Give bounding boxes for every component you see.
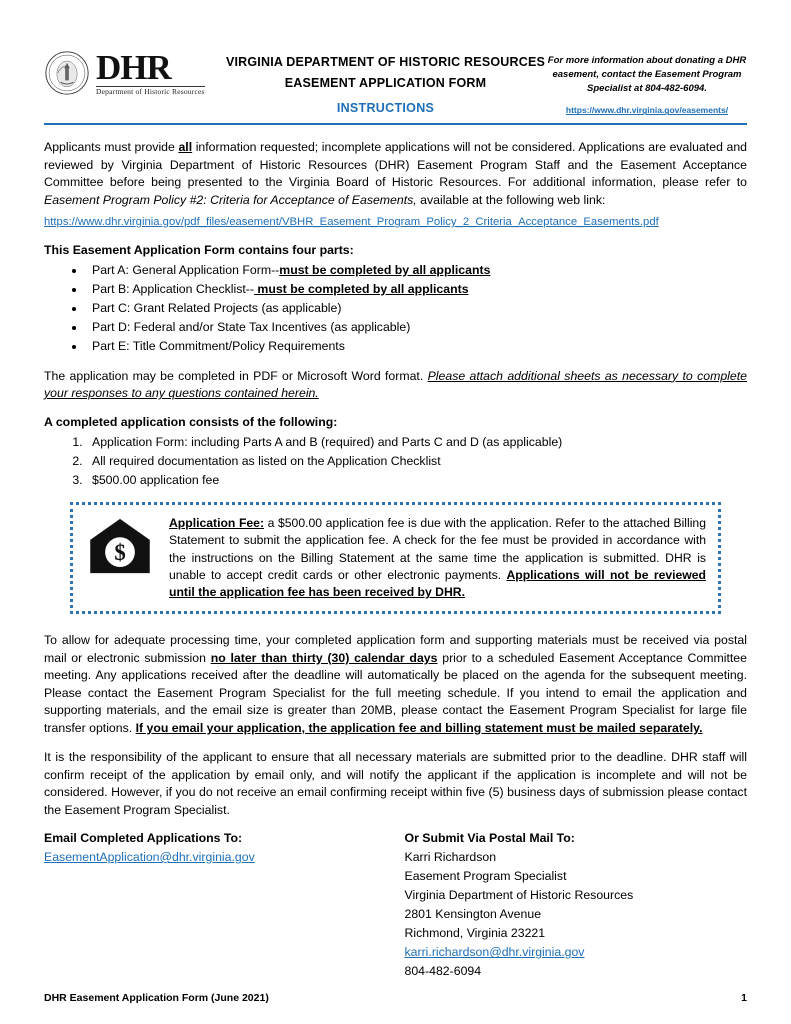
- postal-role: Easement Program Specialist: [404, 869, 567, 884]
- email-contact-column: [44, 831, 387, 981]
- header-contact-note: [547, 40, 747, 115]
- document-title-block: [224, 40, 547, 115]
- email-application-link[interactable]: EasementApplication@dhr.virginia.gov: [44, 850, 255, 865]
- deadline-text-b: prior to a scheduled Easement Acceptance Committee meeting. Any applications received after the deadline will automatically be placed on the agenda for the subsequent meeting. Please contact the Easement Program Specialist for the full meeting schedule. If you intend to email the application and supporting materials, and the email size is greater than 20MB, please contact the Easement Program Specialist for large file transfer options.: [44, 650, 747, 735]
- part-d-text: Part D: Federal and/or State Tax Incentives (as applicable): [92, 319, 411, 334]
- deadline-emphasis-1: no later than thirty (30) calendar days: [210, 650, 438, 665]
- completed-list: [44, 433, 747, 490]
- document-title-line2: EASEMENT APPLICATION FORM: [284, 76, 487, 91]
- application-fee-callout: [70, 502, 721, 615]
- completed-heading: A completed application consists of the following:: [44, 414, 338, 429]
- deadline-text-a: To allow for adequate processing time, your completed application form and supporting materials must be received via postal mail or electronic submission: [44, 633, 747, 665]
- list-item: [86, 299, 747, 318]
- postal-contact-title: Or Submit Via Postal Mail To:: [404, 831, 575, 846]
- part-e-text: Part E: Title Commitment/Policy Requirements: [92, 338, 345, 353]
- email-contact-address-wrap: [44, 848, 387, 867]
- parts-heading: This Easement Application Form contains four parts:: [44, 242, 354, 257]
- header-note-text: For more information about donating a DHR easement, contact the Easement Program Specialist at 804-482-6094.: [547, 55, 747, 94]
- email-contact-title: Email Completed Applications To:: [44, 831, 243, 846]
- deadline-paragraph: [44, 632, 747, 737]
- format-emphasis: Please attach additional sheets as necessary to complete your responses to any questions contained herein.: [44, 368, 747, 401]
- dhr-wordmark: [96, 50, 205, 96]
- header-divider: [44, 123, 747, 125]
- dhr-logo-subtext: Department of Historic Resources: [96, 87, 205, 97]
- footer-form-title: DHR Easement Application Form (June 2021): [44, 992, 269, 1004]
- part-a-text: Part A: General Application Form--: [92, 262, 280, 277]
- part-c-text: Part C: Grant Related Projects (as applicable): [92, 300, 342, 315]
- header-easements-link[interactable]: https://www.dhr.virginia.gov/easements/: [565, 105, 729, 116]
- postal-name: Karri Richardson: [404, 850, 497, 865]
- postal-agency: Virginia Department of Historic Resources: [404, 888, 634, 903]
- list-item: [86, 318, 747, 337]
- deadline-emphasis-2: If you email your application, the application fee and billing statement must be mailed separately.: [135, 720, 703, 735]
- money-house-icon: [85, 515, 155, 577]
- fee-body: a $500.00 application fee is due with the application. Refer to the attached Billing Statement to submit the application fee. A check for the fee must be provided in accordance with the instructions on the Billing Statement at the same time the application is submitted. DHR is unable to accept credit cards or other electronic payments.: [169, 515, 706, 582]
- document-title-instructions: INSTRUCTIONS: [336, 100, 435, 115]
- dhr-logo-text: DHR: [96, 48, 171, 88]
- state-seal-icon: [44, 50, 90, 96]
- dhr-logo: [44, 40, 224, 96]
- intro-policy-title: Easement Program Policy #2: Criteria for Acceptance of Easements,: [44, 192, 417, 207]
- list-item: [86, 261, 747, 280]
- part-b-emphasis: must be completed by all applicants: [253, 281, 469, 296]
- fee-callout-text: [169, 515, 706, 602]
- contact-section: [44, 831, 747, 981]
- intro-text-b: information requested; incomplete applications will not be considered. Applications are evaluated and reviewed by Virginia Department of Historic Resources (DHR) Easement Program Staff and the Easement Acceptance Committee before being presented to the Virginia Board of Historic Resources. For additional information, please refer to: [44, 140, 747, 190]
- format-paragraph: [44, 368, 747, 403]
- postal-email-wrap: [405, 943, 748, 962]
- specialist-email-link[interactable]: karri.richardson@dhr.virginia.gov: [404, 945, 585, 960]
- document-title-line1: VIRGINIA DEPARTMENT OF HISTORIC RESOURCES: [225, 55, 546, 69]
- postal-contact-column: [387, 831, 748, 981]
- parts-list: [44, 261, 747, 356]
- part-b-text: Part B: Application Checklist--: [92, 281, 254, 296]
- list-item: 3. $500.00 application fee: [86, 471, 747, 490]
- responsibility-paragraph: It is the responsibility of the applicant to ensure that all necessary materials are submitted prior to the deadline. DHR staff will confirm receipt of the application by email only, and will notify the applicant if the application is incomplete and will not be considered. However, if you do not receive an email confirming receipt within five (5) business days of submission please contact the Easement Program Specialist.: [44, 750, 747, 817]
- intro-emphasis-all: all: [178, 140, 193, 155]
- list-item: 2. All required documentation as listed on the Application Checklist: [86, 452, 747, 471]
- intro-text-a: Applicants must provide: [44, 140, 179, 155]
- document-header: [44, 40, 747, 121]
- footer-page-number: 1: [741, 992, 747, 1004]
- list-item: 1. Application Form: including Parts A and B (required) and Parts C and D (as applicable): [86, 433, 747, 452]
- postal-phone: 804-482-6094: [404, 964, 482, 979]
- fee-label: Application Fee:: [169, 515, 265, 530]
- fee-emphasis: Applications will not be reviewed until the application fee has been received by DHR.: [169, 567, 706, 600]
- postal-street: 2801 Kensington Avenue: [404, 907, 542, 922]
- list-item: [86, 280, 747, 299]
- intro-paragraph: [44, 139, 747, 209]
- policy-pdf-link-wrap: [44, 213, 747, 230]
- intro-text-c: available at the following web link:: [416, 192, 606, 207]
- format-text: The application may be completed in PDF or Microsoft Word format.: [44, 368, 428, 383]
- svg-text:$: $: [114, 539, 126, 565]
- policy-pdf-link[interactable]: https://www.dhr.virginia.gov/pdf_files/easement/VBHR_Easement_Program_Policy_2_Criteria_Acceptance_Easements.pdf: [44, 216, 659, 229]
- page-footer: [44, 992, 747, 1004]
- postal-city-state-zip: Richmond, Virginia 23221: [404, 926, 546, 941]
- part-a-emphasis: must be completed by all applicants: [279, 262, 491, 277]
- list-item: [86, 337, 747, 356]
